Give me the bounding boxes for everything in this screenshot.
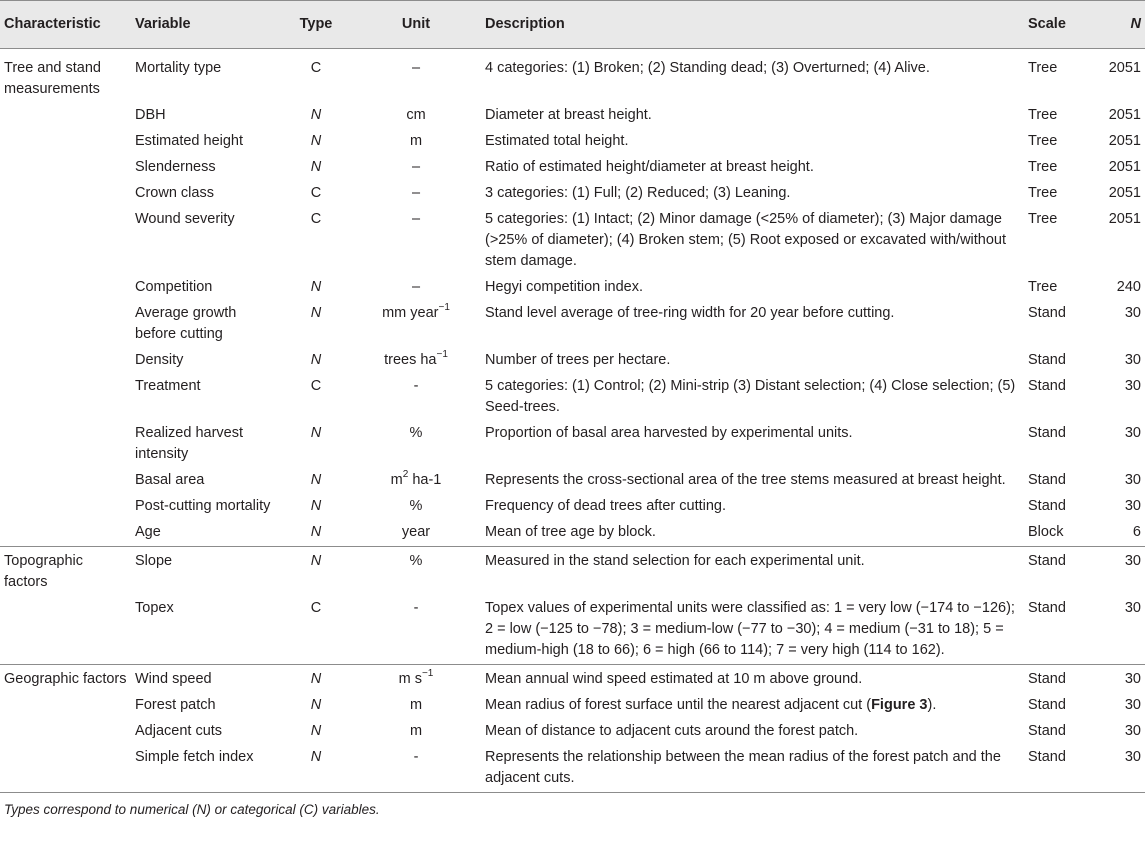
- description-text: Mean radius of forest surface until the nearest adjacent cut (: [485, 697, 872, 713]
- unit-text: m: [409, 697, 423, 713]
- characteristic-cell: [0, 745, 131, 793]
- characteristic-cell: Tree and stand measurements: [4, 60, 101, 97]
- table-row: [0, 49, 1145, 104]
- table-row: [0, 103, 1145, 129]
- unit-cell: [351, 421, 481, 468]
- unit-text: –: [411, 159, 421, 175]
- scale-cell: Tree: [1028, 185, 1058, 201]
- table-row: [0, 421, 1145, 468]
- description-cell: [481, 468, 1024, 494]
- scale-cell: Stand: [1028, 472, 1066, 488]
- unit-cell: [351, 374, 481, 421]
- scale-cell: Stand: [1024, 665, 1094, 694]
- variable-cell: Wound severity: [135, 211, 235, 227]
- scale-cell: Tree: [1028, 279, 1058, 295]
- header-type: Type: [281, 1, 351, 49]
- description-text: 4 categories: (1) Broken; (2) Standing dead; (3) Overturned; (4) Alive.: [485, 60, 930, 76]
- variable-cell: Post-cutting mortality: [135, 498, 271, 514]
- description-text: Stand level average of tree-ring width for 20 year before cutting.: [485, 305, 895, 321]
- table-row: [0, 181, 1145, 207]
- scale-cell: Tree: [1028, 107, 1058, 123]
- description-text: Frequency of dead trees after cutting.: [485, 498, 726, 514]
- description-cell: [481, 348, 1024, 374]
- type-cell: C: [310, 211, 322, 227]
- header-row: [0, 1, 1145, 49]
- characteristic-cell: [0, 129, 131, 155]
- description-text: Estimated total height.: [485, 133, 629, 149]
- scale-cell: Tree: [1028, 159, 1058, 175]
- type-cell: N: [310, 524, 322, 540]
- characteristic-cell: [0, 103, 131, 129]
- unit-tail: ha-1: [408, 472, 442, 488]
- variable-cell: Forest patch: [135, 697, 216, 713]
- unit-cell: [351, 719, 481, 745]
- variable-cell: Density: [135, 352, 184, 368]
- table-row: [0, 275, 1145, 301]
- n-cell: 2051: [1108, 159, 1141, 175]
- unit-text: %: [409, 425, 423, 441]
- description-cell: [481, 693, 1024, 719]
- description-text: 3 categories: (1) Full; (2) Reduced; (3) Leaning.: [485, 185, 791, 201]
- table-row: [0, 693, 1145, 719]
- scale-cell: Stand: [1024, 547, 1094, 597]
- type-cell: N: [310, 498, 322, 514]
- n-cell: 30: [1094, 665, 1145, 694]
- characteristic-cell: Geographic factors: [0, 665, 131, 694]
- unit-text: -: [413, 600, 419, 616]
- characteristic-cell: [0, 155, 131, 181]
- header-variable: Variable: [131, 1, 281, 49]
- n-cell: 30: [1124, 697, 1141, 713]
- unit-text: –: [411, 60, 421, 76]
- description-text: Number of trees per hectare.: [485, 352, 671, 368]
- variable-cell: Realized harvest intensity: [135, 425, 243, 462]
- n-cell: 30: [1124, 723, 1141, 739]
- table-row: [0, 374, 1145, 421]
- unit-superscript: −1: [438, 302, 450, 314]
- description-cell: [481, 520, 1024, 547]
- scale-cell: Stand: [1028, 378, 1066, 394]
- variable-cell: Topex: [135, 600, 174, 616]
- unit-superscript: 2: [402, 469, 409, 481]
- n-cell: 6: [1132, 524, 1141, 540]
- unit-cell: [351, 520, 481, 547]
- unit-text: trees ha: [384, 352, 437, 368]
- characteristic-cell: [0, 719, 131, 745]
- variable-cell: DBH: [135, 107, 166, 123]
- n-cell: 30: [1124, 305, 1141, 321]
- description-text: Proportion of basal area harvested by experimental units.: [485, 425, 853, 441]
- unit-text: -: [413, 378, 419, 394]
- scale-cell: Stand: [1028, 723, 1066, 739]
- description-text: Diameter at breast height.: [485, 107, 652, 123]
- description-text: 5 categories: (1) Intact; (2) Minor damage (<25% of diameter); (3) Major damage (>25% of diameter); (4) Broken stem; (5) Root exposed or excavated with/without stem damage.: [485, 211, 1007, 269]
- scale-cell: Stand: [1028, 498, 1066, 514]
- unit-cell: [351, 155, 481, 181]
- characteristic-cell: [0, 693, 131, 719]
- description-cell: [481, 155, 1024, 181]
- description-cell: [481, 207, 1024, 275]
- table-row: [0, 468, 1145, 494]
- table-row: [0, 719, 1145, 745]
- unit-text: m: [390, 472, 403, 488]
- type-cell: C: [310, 600, 322, 616]
- unit-cell: [351, 745, 481, 793]
- unit-cell: [351, 275, 481, 301]
- table-row: [0, 745, 1145, 793]
- description-text: Represents the cross-sectional area of the tree stems measured at breast height.: [485, 472, 1006, 488]
- unit-text: -: [413, 749, 419, 765]
- characteristic-cell: [0, 348, 131, 374]
- characteristic-cell: [0, 468, 131, 494]
- scale-cell: Tree: [1028, 133, 1058, 149]
- header-characteristic: Characteristic: [0, 1, 131, 49]
- type-cell: N: [310, 159, 322, 175]
- type-cell: N: [310, 472, 322, 488]
- scale-cell: Stand: [1028, 425, 1066, 441]
- n-cell: 240: [1116, 279, 1141, 295]
- scale-cell: Stand: [1028, 697, 1066, 713]
- scale-cell: Block: [1028, 524, 1064, 540]
- type-cell: C: [310, 185, 322, 201]
- table-row: [0, 207, 1145, 275]
- description-cell: [481, 719, 1024, 745]
- description-cell: [481, 103, 1024, 129]
- variable-cell: Adjacent cuts: [135, 723, 223, 739]
- header-scale: Scale: [1024, 1, 1094, 49]
- unit-cell: [351, 301, 481, 348]
- description-text: Hegyi competition index.: [485, 279, 643, 295]
- n-cell: 30: [1124, 600, 1141, 616]
- type-cell: N: [281, 665, 351, 694]
- characteristic-cell: [0, 275, 131, 301]
- n-cell: 2051: [1108, 107, 1141, 123]
- characteristic-cell: [0, 207, 131, 275]
- variable-cell: Competition: [135, 279, 213, 295]
- unit-cell: [351, 181, 481, 207]
- type-cell: N: [310, 723, 322, 739]
- unit-text: –: [411, 211, 421, 227]
- type-cell: N: [281, 745, 351, 793]
- unit-text: year: [401, 524, 431, 540]
- table-footnote: Types correspond to numerical (N) or categorical (C) variables.: [4, 802, 380, 817]
- unit-cell: [351, 665, 481, 694]
- variable-cell: Wind speed: [131, 665, 281, 694]
- unit-cell: [351, 596, 481, 665]
- header-description: Description: [481, 1, 1024, 49]
- description-cell: [481, 181, 1024, 207]
- description-text: Mean of distance to adjacent cuts around the forest patch.: [485, 723, 859, 739]
- unit-text: m: [409, 723, 423, 739]
- n-cell: 2051: [1108, 133, 1141, 149]
- type-cell: N: [310, 107, 322, 123]
- type-cell: C: [310, 378, 322, 394]
- characteristic-cell: [0, 596, 131, 665]
- type-cell: N: [310, 425, 322, 441]
- unit-cell: [351, 468, 481, 494]
- variable-cell: Treatment: [135, 378, 201, 394]
- n-cell: 30: [1124, 498, 1141, 514]
- description-text: Mean annual wind speed estimated at 10 m above ground.: [485, 671, 863, 687]
- characteristic-cell: [0, 520, 131, 547]
- scale-cell: Stand: [1028, 305, 1066, 321]
- variable-cell: Slenderness: [135, 159, 216, 175]
- variable-cell: Crown class: [135, 185, 214, 201]
- description-cell: [481, 494, 1024, 520]
- table-row: [0, 547, 1145, 597]
- table-row: [0, 301, 1145, 348]
- n-cell: 30: [1124, 425, 1141, 441]
- table-row: [0, 348, 1145, 374]
- description-tail: ).: [927, 697, 937, 713]
- unit-text: m s: [398, 671, 422, 687]
- variable-cell: Mortality type: [135, 60, 222, 76]
- n-cell: 2051: [1108, 60, 1141, 76]
- type-cell: N: [310, 697, 322, 713]
- type-cell: N: [310, 305, 322, 321]
- n-cell: 30: [1094, 547, 1145, 597]
- unit-text: –: [411, 279, 421, 295]
- unit-cell: [351, 494, 481, 520]
- unit-text: mm year: [382, 305, 439, 321]
- variable-cell: Average growth before cutting: [135, 305, 237, 342]
- characteristic-cell: [0, 181, 131, 207]
- n-cell: 2051: [1108, 185, 1141, 201]
- unit-text: –: [411, 185, 421, 201]
- type-cell: C: [310, 60, 322, 76]
- n-cell: 30: [1094, 745, 1145, 793]
- description-text: Topex values of experimental units were classified as: 1 = very low (−174 to −126); 2 = low (−125 to −78); 3 = medium-low (−77 to −30); 4 = medium (−31 to 18); 5 = medium-high (18 to 66); 6 = high (66 to 114); 7 = very high (114 to 162).: [485, 600, 1015, 658]
- unit-cell: [351, 129, 481, 155]
- type-cell: N: [310, 279, 322, 295]
- unit-text: %: [409, 553, 423, 569]
- variable-cell: Slope: [131, 547, 281, 597]
- type-cell: N: [281, 547, 351, 597]
- description-text: Ratio of estimated height/diameter at breast height.: [485, 159, 814, 175]
- description-text: Measured in the stand selection for each experimental unit.: [485, 553, 865, 569]
- table-row: [0, 520, 1145, 547]
- characteristic-cell: [0, 494, 131, 520]
- table-row: [0, 494, 1145, 520]
- unit-superscript: −1: [436, 349, 448, 361]
- unit-text: m: [409, 133, 423, 149]
- description-cell: [481, 421, 1024, 468]
- unit-cell: [351, 348, 481, 374]
- unit-cell: [351, 207, 481, 275]
- unit-cell: [351, 103, 481, 129]
- description-cell: [481, 129, 1024, 155]
- table-row: [0, 155, 1145, 181]
- n-cell: 30: [1124, 352, 1141, 368]
- table-body: [0, 49, 1145, 793]
- unit-text: cm: [406, 107, 426, 123]
- table-row: [0, 129, 1145, 155]
- table-row: [0, 596, 1145, 665]
- description-cell: [481, 665, 1024, 694]
- description-cell: [481, 745, 1024, 793]
- description-cell: [481, 547, 1024, 597]
- description-text: Represents the relationship between the mean radius of the forest patch and the adjacent cuts.: [485, 749, 1001, 786]
- description-cell: [481, 596, 1024, 665]
- type-cell: N: [310, 133, 322, 149]
- n-cell: 30: [1124, 378, 1141, 394]
- variable-cell: Age: [135, 524, 161, 540]
- header-unit: Unit: [351, 1, 481, 49]
- description-cell: [481, 301, 1024, 348]
- unit-superscript: −1: [421, 668, 434, 680]
- unit-cell: [351, 547, 481, 597]
- type-cell: N: [310, 352, 322, 368]
- unit-cell: [351, 49, 481, 104]
- header-n: N: [1094, 1, 1145, 49]
- characteristic-cell: [0, 421, 131, 468]
- description-cell: [481, 49, 1024, 104]
- characteristic-cell: Topographic factors: [0, 547, 131, 597]
- n-cell: 30: [1124, 472, 1141, 488]
- scale-cell: Tree: [1028, 60, 1058, 76]
- scale-cell: Tree: [1028, 211, 1058, 227]
- characteristic-cell: [0, 301, 131, 348]
- variable-cell: Basal area: [135, 472, 205, 488]
- unit-text: %: [409, 498, 423, 514]
- scale-cell: Stand: [1024, 745, 1094, 793]
- n-cell: 2051: [1108, 211, 1141, 227]
- table-row: [0, 665, 1145, 694]
- variable-cell: Estimated height: [135, 133, 244, 149]
- figure-reference: Figure 3: [871, 697, 928, 713]
- description-cell: [481, 374, 1024, 421]
- scale-cell: Stand: [1028, 600, 1066, 616]
- scale-cell: Stand: [1028, 352, 1066, 368]
- description-text: Mean of tree age by block.: [485, 524, 656, 540]
- unit-cell: [351, 693, 481, 719]
- variable-cell: Simple fetch index: [131, 745, 281, 793]
- description-text: 5 categories: (1) Control; (2) Mini-strip (3) Distant selection; (4) Close selection; (5) Seed-trees.: [485, 378, 1016, 415]
- description-cell: [481, 275, 1024, 301]
- characteristic-cell: [0, 374, 131, 421]
